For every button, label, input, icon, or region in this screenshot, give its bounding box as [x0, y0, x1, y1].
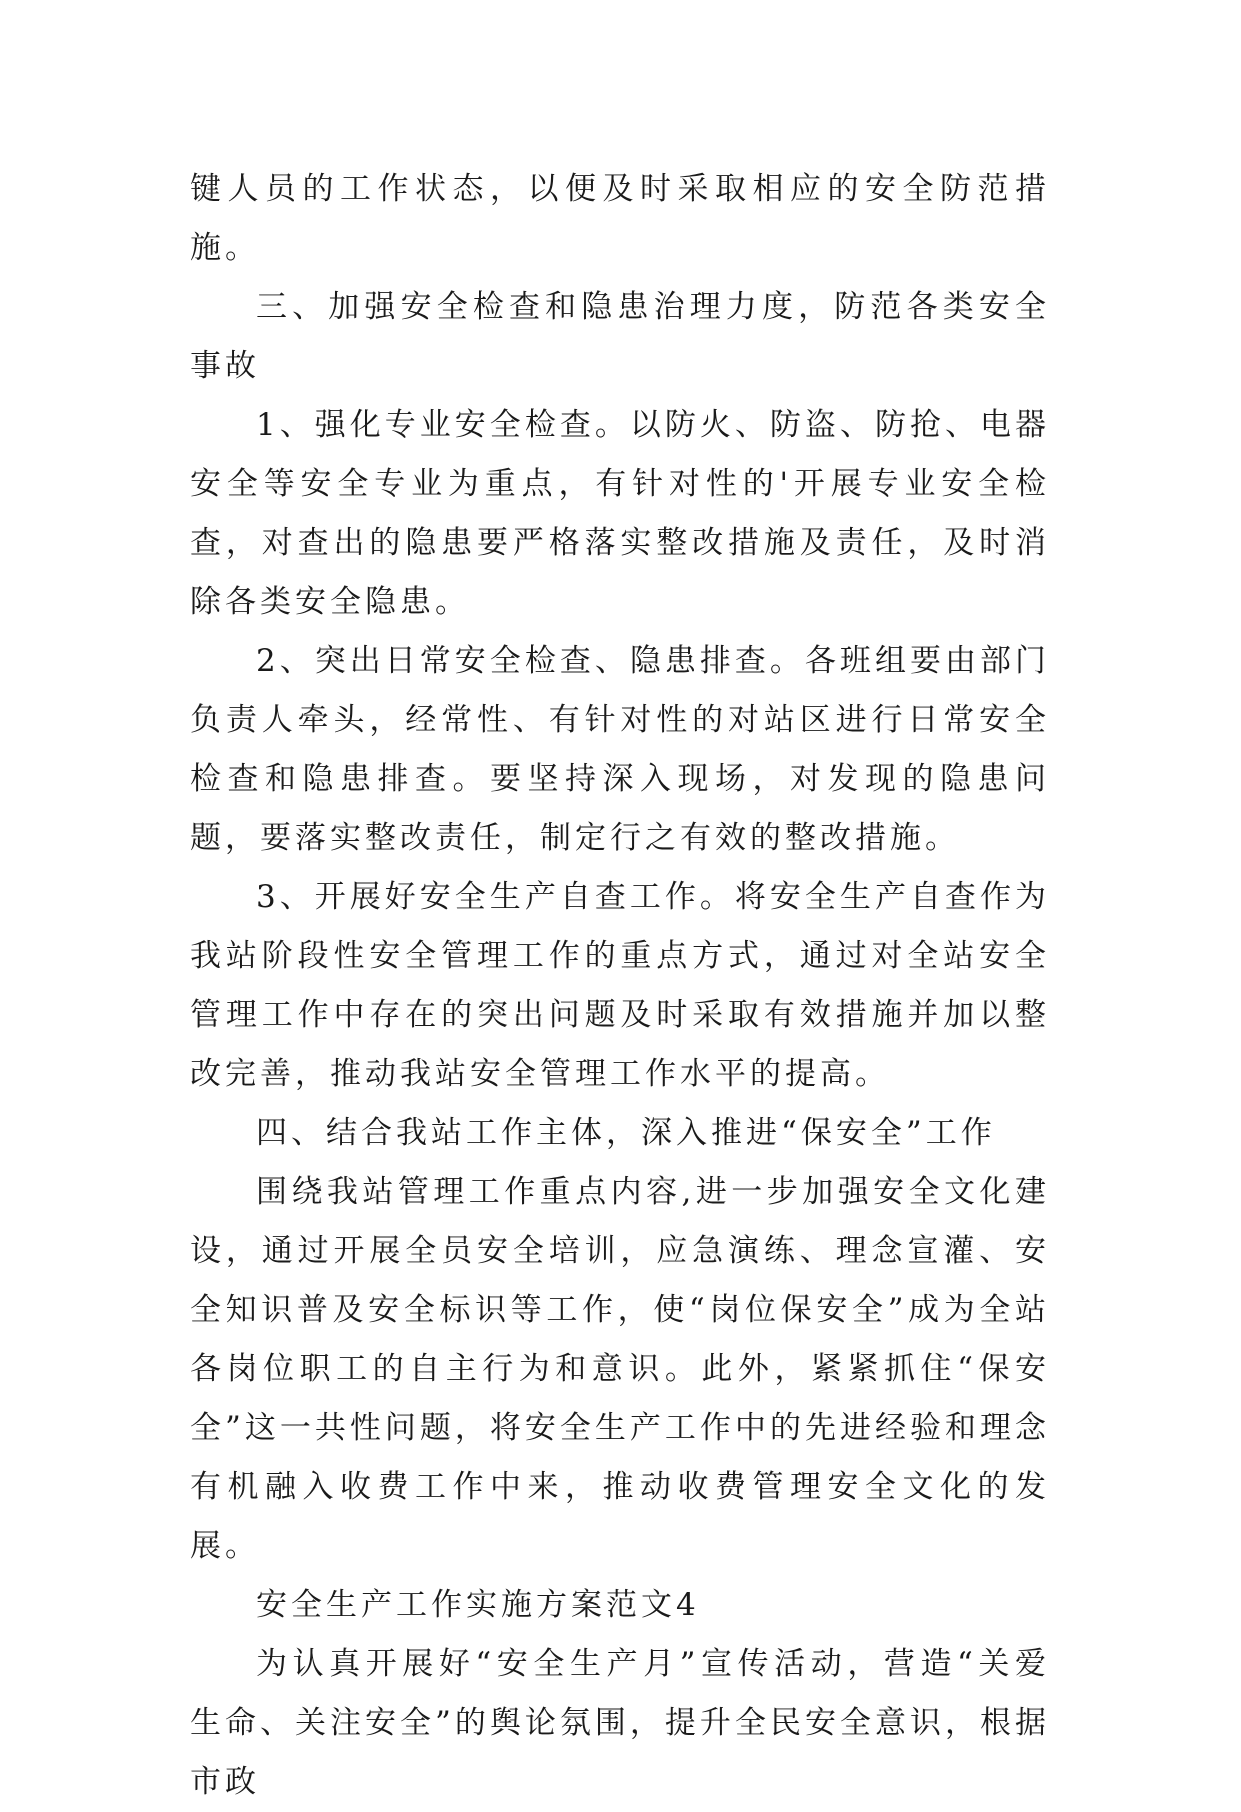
- paragraph-continuation: 键人员的工作状态，以便及时采取相应的安全防范措施。: [190, 171, 1050, 266]
- paragraph-section-4-body: 围绕我站管理工作重点内容,进一步加强安全文化建设，通过开展全员安全培训，应急演练、理念宣灌、安全知识普及安全标识等工作，使“岗位保安全”成为全站各岗位职工的自主行为和意识。此外，紧紧抓住“保安全”这一共性问题，将安全生产工作中的先进经验和理念有机融入收费工作中来，推动收费管理安全文化的发展。: [190, 1174, 1050, 1564]
- article-title: 安全生产工作实施方案范文4: [256, 1587, 700, 1623]
- section-heading-3: 三、加强安全检查和隐患治理力度，防范各类安全事故: [190, 289, 1050, 384]
- section-heading-4: 四、结合我站工作主体，深入推进“保安全”工作: [256, 1115, 996, 1151]
- document-body: [190, 160, 1050, 1812]
- paragraph-item-2: 2、突出日常安全检查、隐患排查。各班组要由部门负责人牵头，经常性、有针对性的对站区进行日常安全检查和隐患排查。要坚持深入现场，对发现的隐患问题，要落实整改责任，制定行之有效的整改措施。: [190, 643, 1050, 856]
- paragraph-item-3: 3、开展好安全生产自查工作。将安全生产自查作为我站阶段性安全管理工作的重点方式，通过对全站安全管理工作中存在的突出问题及时采取有效措施并加以整改完善，推动我站安全管理工作水平的提高。: [190, 879, 1050, 1092]
- paragraph-intro: 为认真开展好“安全生产月”宣传活动，营造“关爱生命、关注安全”的舆论氛围，提升全民安全意识，根据市政: [190, 1646, 1050, 1800]
- paragraph-item-1: 1、强化专业安全检查。以防火、防盗、防抢、电器安全等安全专业为重点，有针对性的'开展专业安全检查，对查出的隐患要严格落实整改措施及责任，及时消除各类安全隐患。: [190, 407, 1050, 620]
